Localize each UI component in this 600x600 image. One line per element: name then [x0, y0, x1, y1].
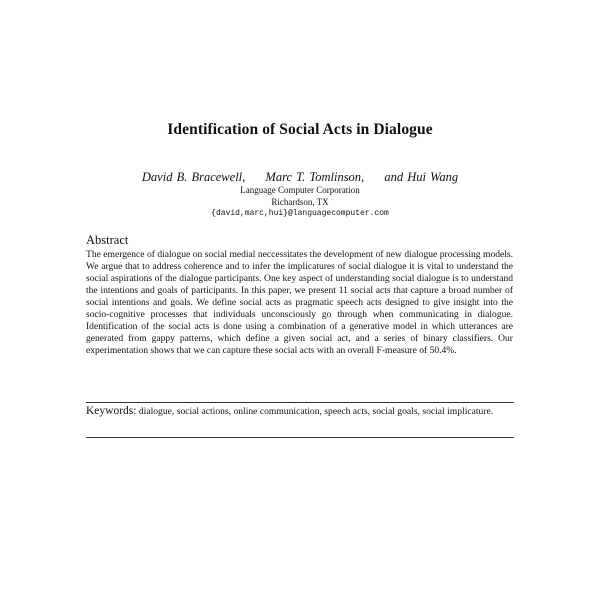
abstract-text: The emergence of dialogue on social medial neccessitates the development of new dialogue processing models. We argue that to address coherence and to infer the implicatures of social dialogue it is vital to understand the social aspirations of the dialogue participants. One key aspect of understanding social dialogue is to understand the intentions and goals of participants. In this paper, we present 11 social acts that capture a broad number of social intentions and goals. We define social acts as pragmatic speech acts designed to give insight into the socio-cognitive processes that individuals unconsciously go through when communicating in dialogue. Identification of the social acts is done using a combination of a generative model in which utterances are generated from gappy patterns, which define a given social act, and a series of binary classifiers. Our experimentation shows that we can capture these social acts with an overall F-measure of 50.4%.	[86, 249, 513, 357]
affiliation-location: Richardson, TX	[271, 197, 329, 207]
paper-title: Identification of Social Acts in Dialogue	[167, 121, 433, 138]
keywords-label: Keywords:	[86, 405, 137, 417]
author-list	[0, 170, 600, 185]
affiliation-organization: Language Computer Corporation	[240, 185, 360, 195]
author-name: and Hui Wang	[384, 170, 459, 184]
keywords-divider-bottom	[86, 437, 514, 438]
keywords-text: dialogue, social actions, online communication, speech acts, social goals, social implicature.	[138, 406, 494, 417]
abstract-heading: Abstract	[86, 233, 129, 247]
affiliation-email: {david,marc,hui}@languagecomputer.com	[211, 209, 389, 218]
keywords-divider-top	[86, 402, 514, 403]
author-name: Marc T. Tomlinson,	[265, 170, 365, 184]
author-name: David B. Bracewell,	[141, 170, 246, 184]
keywords-section	[86, 405, 514, 418]
